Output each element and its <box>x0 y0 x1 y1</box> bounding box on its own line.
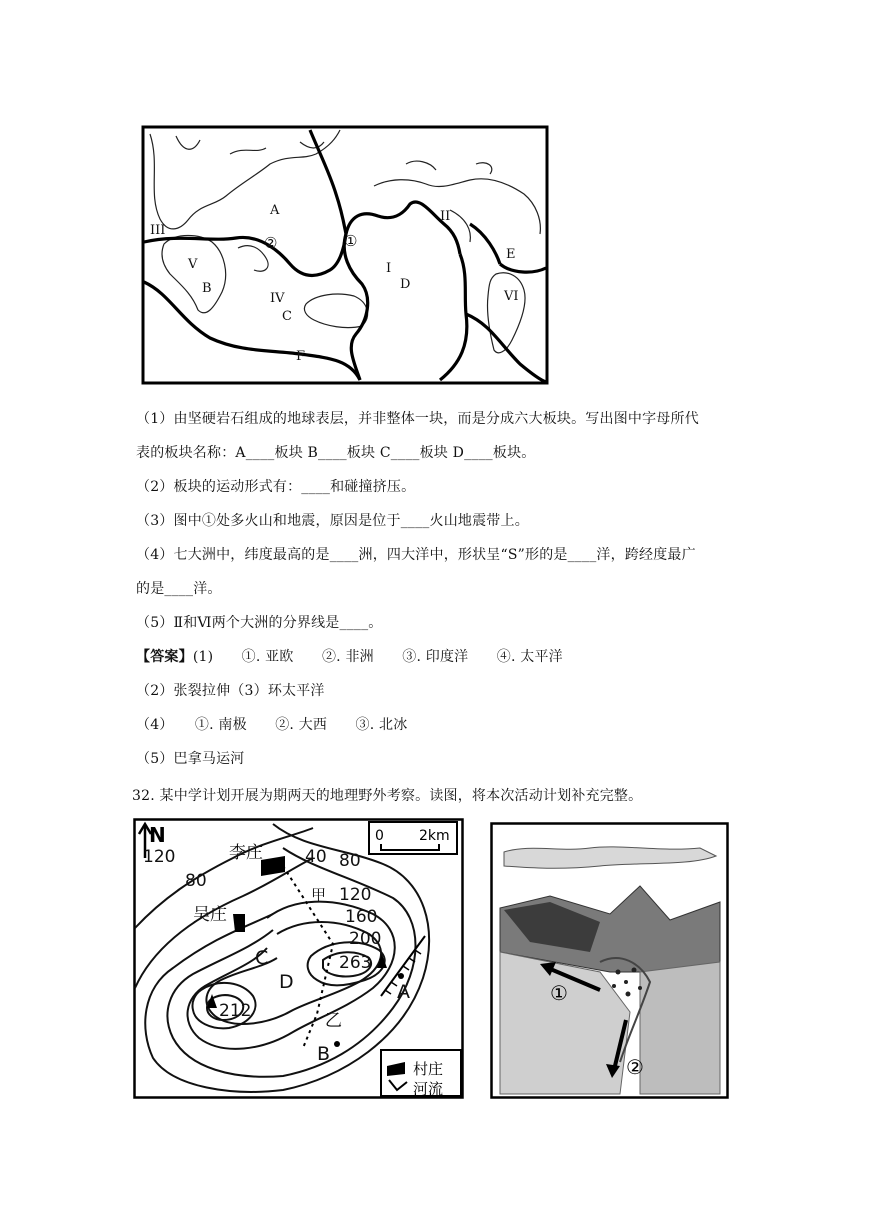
peak-212-label: 212 <box>219 1001 252 1021</box>
point-jia-label: 甲 <box>311 886 327 904</box>
answer-heading: 【答案】 <box>136 649 193 665</box>
label-C: C <box>282 309 292 324</box>
question-32: 32. 某中学计划开展为期两天的地理野外考察。读图，将本次活动计划补充完整。 <box>132 788 643 804</box>
label-E: E <box>506 247 516 262</box>
label-F: F <box>296 349 306 364</box>
question-line-3: （2）板块的运动形式有：____和碰撞挤压。 <box>136 479 416 495</box>
peak-263-label: 263 <box>339 953 372 973</box>
point-C-label: C <box>255 947 269 969</box>
label-V: V <box>188 257 198 272</box>
question-line-4: （3）图中①处多火山和地震，原因是位于____火山地震带上。 <box>136 513 529 529</box>
contour-40: 40 <box>305 847 327 867</box>
answer-line-1 <box>136 647 563 667</box>
point-D-label: D <box>279 971 294 993</box>
label-VI: VI <box>504 289 519 304</box>
label-IV: IV <box>270 291 285 306</box>
scale-2km: 2km <box>419 828 450 844</box>
contour-160: 160 <box>345 907 378 927</box>
village-lizhuang-label: 李庄 <box>229 843 263 863</box>
question-line-1: （1）由坚硬岩石组成的地球表层，并非整体一块，而是分成六大板块。写出图中字母所代 <box>136 411 699 427</box>
village-wuzhuang-label: 吴庄 <box>193 905 227 925</box>
answer-1-text: (1) ①. 亚欧 ②. 非洲 ③. 印度洋 ④. 太平洋 <box>192 649 563 665</box>
contour-200: 200 <box>349 929 382 949</box>
legend-river-label: 河流 <box>413 1080 444 1098</box>
point-yi-label: 乙 <box>325 1011 342 1031</box>
label-circle-1: ① <box>344 232 358 250</box>
contour-80-left: 80 <box>185 871 207 891</box>
point-A-label: A <box>397 981 410 1003</box>
arrow-2-label: ② <box>626 1055 644 1079</box>
point-A-dot <box>398 973 404 979</box>
question-line-7: （5）Ⅱ和Ⅵ两个大洲的分界线是____。 <box>136 615 383 631</box>
point-B-dot <box>334 1041 340 1047</box>
point-B-label: B <box>317 1043 331 1065</box>
question-line-2: 表的板块名称：A____板块 B____板块 C____板块 D____板块。 <box>136 445 536 461</box>
arrow-1-label: ① <box>550 981 568 1005</box>
legend-village-label: 村庄 <box>413 1060 444 1078</box>
label-B: B <box>202 281 212 296</box>
contour-map <box>133 818 465 1100</box>
label-I: I <box>386 261 392 276</box>
label-circle-2: ② <box>264 234 278 252</box>
north-label: N <box>149 823 166 847</box>
answer-line-3: （4） ①. 南极 ②. 大西 ③. 北冰 <box>136 717 408 733</box>
contour-80-right: 80 <box>339 851 361 871</box>
answer-line-2: （2）张裂拉伸（3）环太平洋 <box>136 683 325 699</box>
scale-zero: 0 <box>375 828 384 844</box>
label-III: III <box>150 223 166 238</box>
label-D: D <box>400 277 411 292</box>
contour-120: 120 <box>339 885 372 905</box>
world-plate-map <box>140 124 552 386</box>
village-wuzhuang-icon <box>233 914 245 932</box>
landscape-sketch <box>490 822 729 1100</box>
answer-line-4: （5）巴拿马运河 <box>136 751 245 767</box>
label-A: A <box>270 203 280 218</box>
question-line-5: （4）七大洲中，纬度最高的是____洲，四大洋中，形状呈“S”形的是____洋，跨经度最广 <box>136 547 696 563</box>
question-line-6: 的是____洋。 <box>136 581 222 597</box>
contour-120-left: 120 <box>143 847 176 867</box>
label-II: II <box>440 209 451 224</box>
